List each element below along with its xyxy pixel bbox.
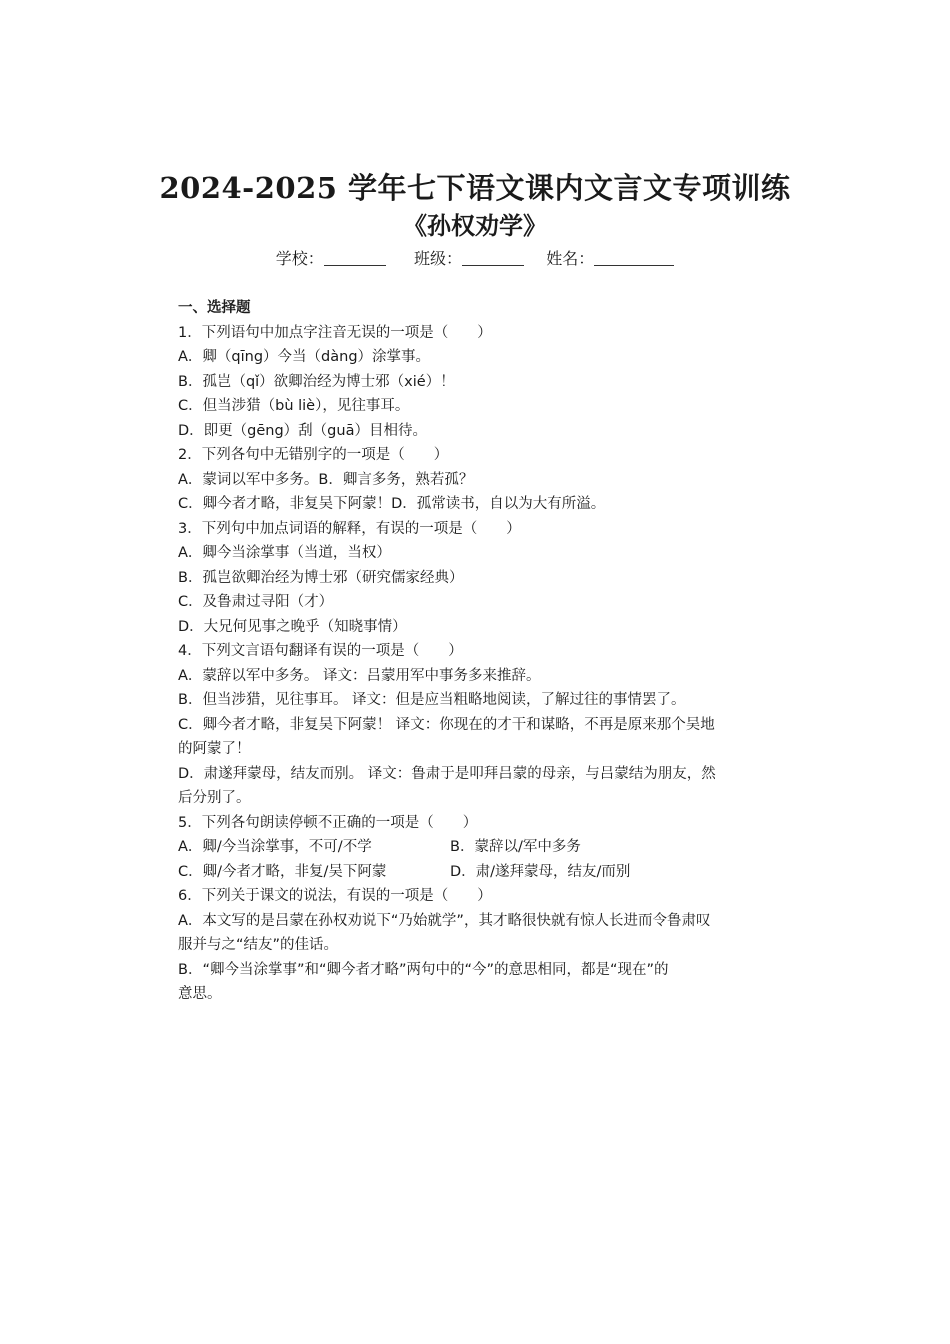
school-label: 学校： [275,249,324,268]
q5-options-cd [178,860,778,885]
question-content [178,296,778,1007]
school-blank [324,249,386,266]
q5-option-c: C．卿/今者才略，非复/吴下阿蒙 [178,863,387,880]
q3-option-a: A．卿今当涂掌事（当道，当权） [178,545,391,561]
q5-option-b: B．蒙辞以/军中多务 [450,839,581,855]
question-5: 5．下列各句朗读停顿不正确的一项是（ ） [178,814,478,831]
question-6: 6．下列关于课文的说法，有误的一项是（ ） [178,888,492,904]
q1-option-d: D．即更（gēng）刮（guā）目相待。 [178,422,427,439]
q4-option-d-line2: 后分别了。 [178,790,251,806]
q3-option-d: D．大兄何见事之晚乎（知晓事情） [178,618,407,635]
q4-option-d-line1: D．肃遂拜蒙母，结友而别。 译文：鲁肃于是叩拜吕蒙的母亲，与吕蒙结为朋友，然 [178,765,716,782]
q5-options-ab [178,835,778,860]
q5-option-d: D．肃/遂拜蒙母，结友/而别 [450,863,631,880]
q1-option-a: A．卿（qīng）今当（dàng）涂掌事。 [178,349,431,365]
class-label: 班级： [413,249,462,268]
question-3: 3．下列句中加点词语的解释，有误的一项是（ ） [178,520,521,537]
q5-option-a: A．卿/今当涂掌事，不可/不学 [178,839,372,855]
q4-option-c-line2: 的阿蒙了！ [178,741,251,757]
name-blank [594,249,674,266]
class-blank [462,249,524,266]
q6-option-b-line2: 意思。 [178,986,222,1002]
name-label: 姓名： [546,249,595,268]
page-title: 2024-2025 学年七下语文课内文言文专项训练 [159,171,791,205]
q4-option-b: B．但当涉猎，见往事耳。 译文：但是应当粗略地阅读，了解过往的事情罢了。 [178,692,686,708]
question-2: 2．下列各句中无错别字的一项是（ ） [178,447,449,463]
page-subtitle: 《孙权劝学》 [403,211,547,240]
q6-option-a-line1: A．本文写的是吕蒙在孙权劝说下“乃始就学”，其才略很快就有惊人长进而令鲁肃叹 [178,912,711,929]
q2-options-cd: C．卿今者才略，非复吴下阿蒙！D．孤常读书，自以为大有所溢。 [178,496,606,512]
q6-option-a-line2: 服并与之“结友”的佳话。 [178,937,339,953]
q1-option-b: B．孤岂（qǐ）欲卿治经为博士邪（xié）！ [178,373,455,390]
question-4: 4．下列文言语句翻译有误的一项是（ ） [178,643,463,659]
q6-option-b-line1: B．“卿今当涂掌事”和“卿今者才略”两句中的“今”的意思相同，都是“现在”的 [178,961,669,978]
student-info-fields [0,246,950,269]
q3-option-c: C．及鲁肃过寻阳（才） [178,594,334,610]
q4-option-a: A．蒙辞以军中多务。 译文：吕蒙用军中事务多来推辞。 [178,667,541,684]
q2-options-ab: A．蒙词以军中多务。B．卿言多务，熟若孤？ [178,471,474,488]
question-1: 1．下列语句中加点字注音无误的一项是（ ） [178,324,492,341]
section-heading: 一、选择题 [178,300,251,316]
q3-option-b: B．孤岂欲卿治经为博士邪（研究儒家经典） [178,569,464,586]
q1-option-c: C．但当涉猎（bù liè），见往事耳。 [178,398,410,414]
q4-option-c-line1: C．卿今者才略，非复吴下阿蒙！ 译文：你现在的才干和谋略，不再是原来那个吴地 [178,716,715,733]
